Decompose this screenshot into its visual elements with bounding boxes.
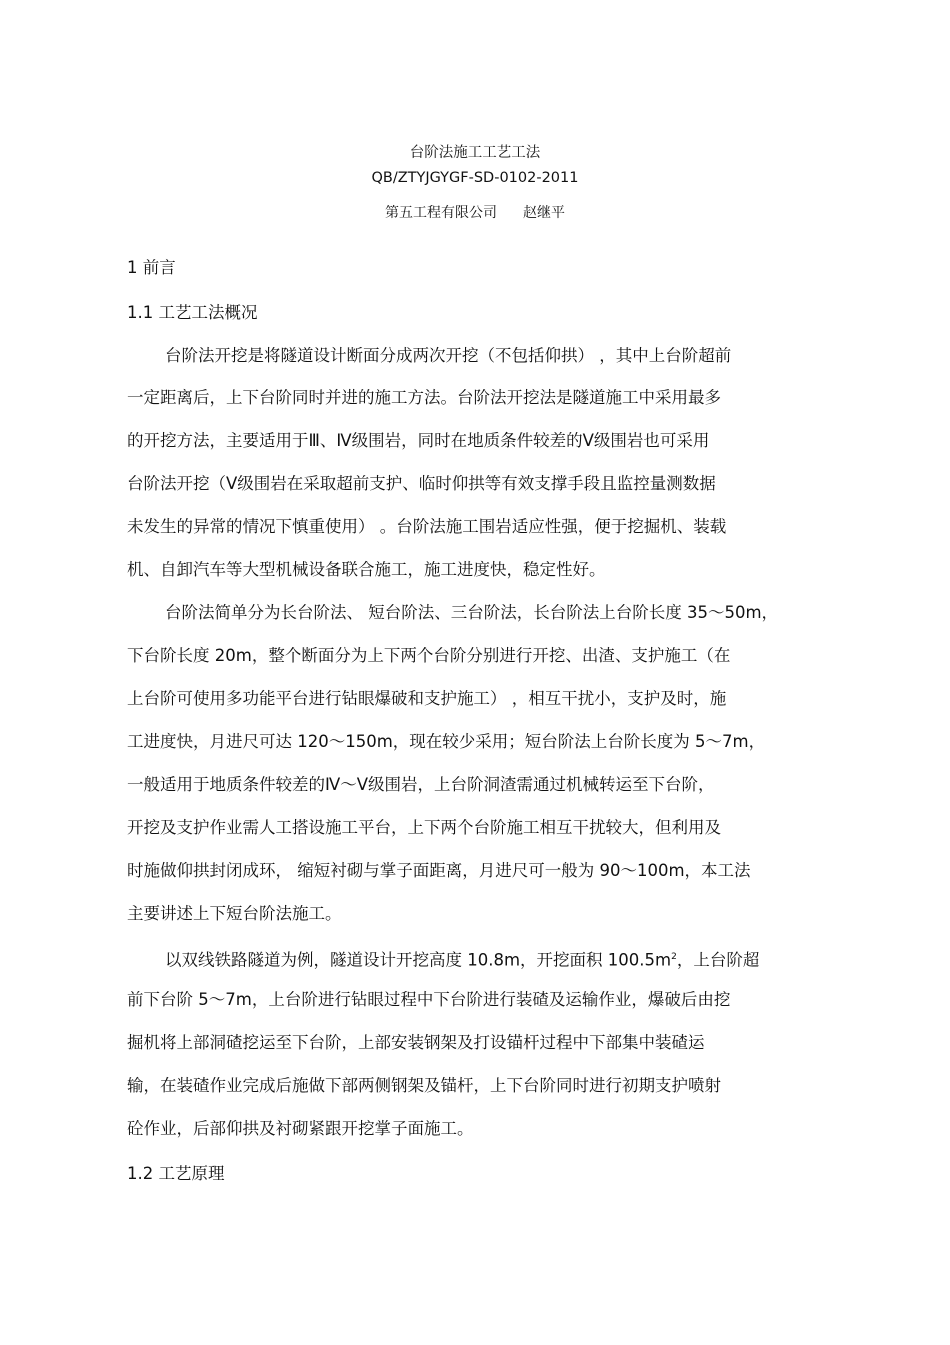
document-byline [0, 202, 950, 224]
paragraph-line: 主要讲述上下短台阶法施工。 [127, 904, 342, 923]
section-1-2-heading: 1.2 工艺原理 [127, 1164, 225, 1183]
paragraph-line: 一定距离后，上下台阶同时并进的施工方法。台阶法开挖法是隧道施工中采用最多 [127, 388, 721, 407]
superscript: 2 [671, 952, 677, 962]
paragraph-line: 前下台阶 5～7m，上台阶进行钻眼过程中下台阶进行装碴及运输作业，爆破后由挖 [127, 990, 731, 1009]
text-span: 以双线铁路隧道为例，隧道设计开挖高度 10.8m，开挖面积 100.5m [165, 950, 672, 970]
paragraph-line: 上台阶可使用多功能平台进行钻眼爆破和支护施工） ，相互干扰小，支护及时，施 [127, 689, 727, 708]
paragraph-line: 开挖及支护作业需人工搭设施工平台，上下两个台阶施工相互干扰较大，但利用及 [127, 818, 721, 837]
document-code: QB/ZTYJGYGF-SD-0102-2011 [371, 170, 579, 186]
paragraph-line: 工进度快，月进尺可达 120～150m，现在较少采用；短台阶法上台阶长度为 5～7m， [127, 732, 766, 751]
paragraph-line: 台阶法开挖是将隧道设计断面分成两次开挖（不包括仰拱） ，其中上台阶超前 [165, 346, 732, 365]
paragraph-line: 台阶法简单分为长台阶法、 短台阶法、三台阶法，长台阶法上台阶长度 35～50m， [165, 603, 779, 622]
paragraph-line: 机、自卸汽车等大型机械设备联合施工，施工进度快，稳定性好。 [127, 560, 606, 579]
paragraph-line: 下台阶长度 20m，整个断面分为上下两个台阶分别进行开挖、出渣、支护施工（在 [127, 646, 731, 665]
section-1-1-heading: 1.1 工艺工法概况 [127, 303, 258, 322]
paragraph-line [165, 946, 759, 972]
paragraph-line: 未发生的异常的情况下慎重使用） 。台阶法施工围岩适应性强，便于挖掘机、装载 [127, 517, 727, 536]
paragraph-line: 时施做仰拱封闭成环， 缩短衬砌与掌子面距离，月进尺可一般为 90～100m，本工法 [127, 861, 751, 880]
paragraph-line: 的开挖方法，主要适用于Ⅲ、Ⅳ级围岩，同时在地质条件较差的Ⅴ级围岩也可采用 [127, 431, 710, 450]
text-span: ，上台阶超 [676, 950, 760, 970]
company-name: 第五工程有限公司 [385, 205, 497, 221]
section-1-heading: 1 前言 [127, 258, 176, 277]
author-name: 赵继平 [523, 205, 565, 221]
paragraph-line: 掘机将上部洞碴挖运至下台阶，上部安装钢架及打设锚杆过程中下部集中装碴运 [127, 1033, 705, 1052]
document-title: 台阶法施工工艺工法 [409, 145, 541, 161]
paragraph-line: 砼作业，后部仰拱及衬砌紧跟开挖掌子面施工。 [127, 1119, 474, 1138]
paragraph-line: 台阶法开挖（Ⅴ级围岩在采取超前支护、临时仰拱等有效支撑手段且监控量测数据 [127, 474, 716, 493]
paragraph-line: 输，在装碴作业完成后施做下部两侧钢架及锚杆，上下台阶同时进行初期支护喷射 [127, 1076, 721, 1095]
paragraph-line: 一般适用于地质条件较差的Ⅳ～Ⅴ级围岩，上台阶洞渣需通过机械转运至下台阶， [127, 775, 715, 794]
